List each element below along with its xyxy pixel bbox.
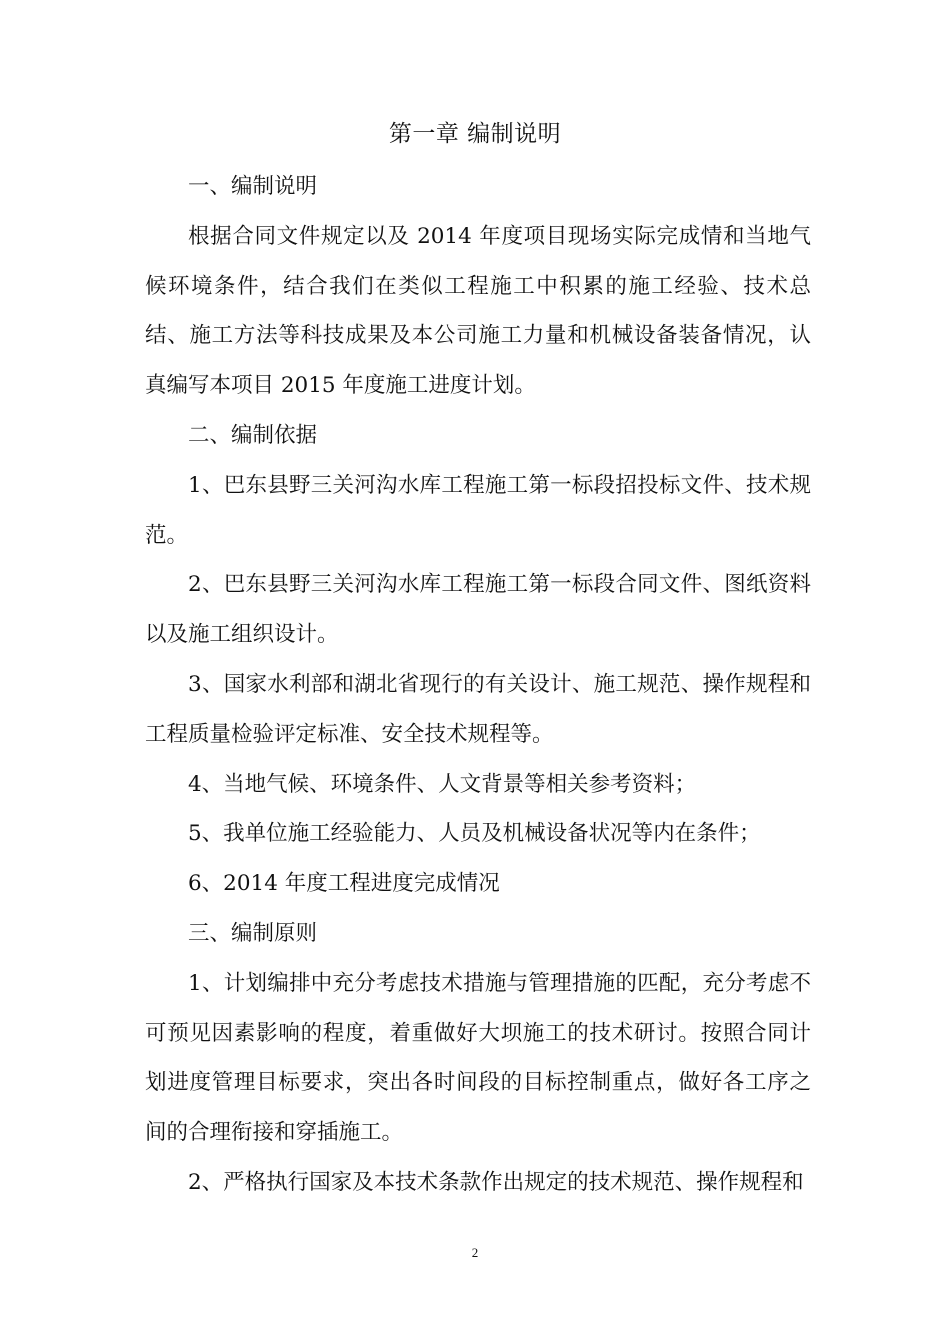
basis-item-6: 6、2014 年度工程进度完成情况 [188, 871, 500, 897]
heading-compilation-basis: 二、编制依据 [188, 422, 318, 448]
paragraph-compilation-description: 根据合同文件规定以及 2014 年度项目现场实际完成情和当地气候环境条件，结合我们在类似工程施工中积累的施工经验、技术总结、施工方法等科技成果及本公司施工力量和机械设备装备情况，认真编写本项目 2015 年度施工进度计划。 [145, 223, 811, 399]
heading-compilation-description: 一、编制说明 [188, 174, 318, 199]
basis-item-4: 4、当地气候、环境条件、人文背景等相关参考资料； [188, 771, 697, 797]
basis-item-2: 2、巴东县野三关河沟水库工程施工第一标段合同文件、图纸资料以及施工组织设计。 [145, 572, 811, 648]
basis-item-5: 5、我单位施工经验能力、人员及机械设备状况等内在条件； [188, 821, 761, 847]
page-number: 2 [471, 1245, 479, 1260]
principle-item-2: 2、严格执行国家及本技术条款作出规定的技术规范、操作规程和 [188, 1169, 804, 1195]
basis-item-1: 1、巴东县野三关河沟水库工程施工第一标段招投标文件、技术规范。 [145, 472, 811, 548]
principle-item-1: 1、计划编排中充分考虑技术措施与管理措施的匹配，充分考虑不可预见因素影响的程度，着重做好大坝施工的技术研讨。按照合同计划进度管理目标要求，突出各时间段的目标控制重点，做好各工序之间的合理衔接和穿插施工。 [145, 970, 811, 1146]
basis-item-3: 3、国家水利部和湖北省现行的有关设计、施工规范、操作规程和工程质量检验评定标准、安全技术规程等。 [145, 671, 811, 747]
chapter-title: 第一章 编制说明 [388, 121, 562, 147]
body-text [145, 162, 811, 1208]
heading-compilation-principles: 三、编制原则 [188, 920, 318, 946]
